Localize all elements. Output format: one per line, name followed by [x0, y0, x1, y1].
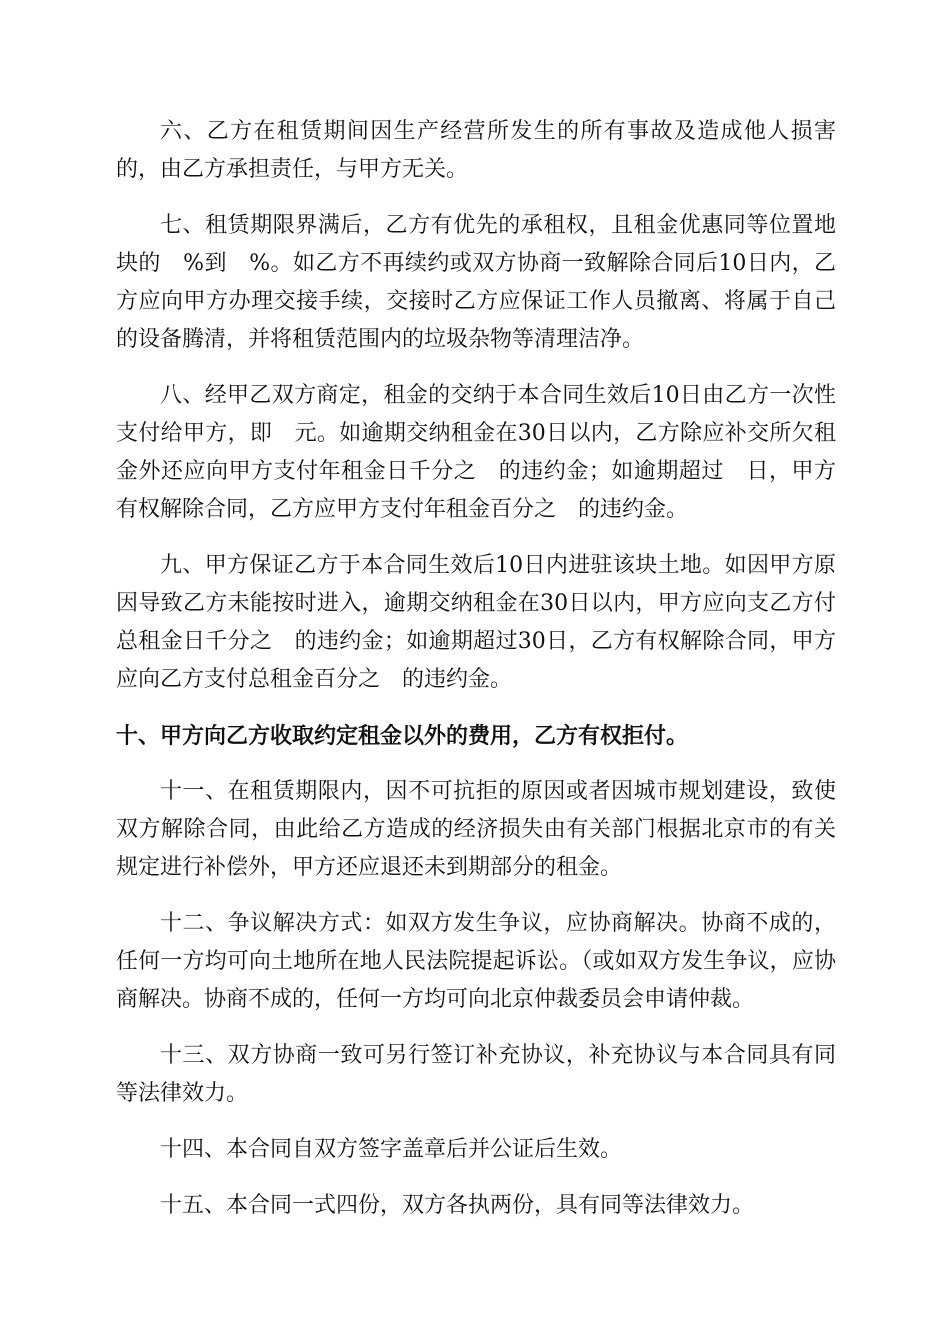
clause-6: 六、乙方在租赁期间因生产经营所发生的所有事故及造成他人损害的，由乙方承担责任，与甲方无关。 — [116, 119, 836, 182]
clause-11: 十一、在租赁期限内，因不可抗拒的原因或者因城市规划建设，致使双方解除合同，由此给乙方造成的经济损失由有关部门根据北京市的有关规定进行补偿外，甲方还应退还未到期部分的租金。 — [116, 779, 836, 880]
clause-8: 八、经甲乙双方商定，租金的交纳于本合同生效后10日由乙方一次性支付给甲方，即 元。如逾期交纳租金在30日以内，乙方除应补交所欠租金外还应向甲方支付年租金日千分之 的违约金；如逾期超过 日，甲方有权解除合同，乙方应甲方支付年租金百分之 的违约金。 — [116, 383, 836, 522]
clause-15: 十五、本合同一式四份，双方各执两份，具有同等法律效力。 — [160, 1193, 755, 1218]
clause-9: 九、甲方保证乙方于本合同生效后10日内进驻该块土地。如因甲方原因导致乙方未能按时进入，逾期交纳租金在30日以内，甲方应向支乙方付总租金日千分之 的违约金；如逾期超过30日，乙方有权解除合同，甲方应向乙方支付总租金百分之 的违约金。 — [116, 553, 836, 692]
clause-13: 十三、双方协商一致可另行签订补充协议，补充协议与本合同具有同等法律效力。 — [116, 1043, 836, 1106]
clause-10: 十、甲方向乙方收取约定租金以外的费用，乙方有权拒付。 — [116, 723, 689, 749]
document-body — [116, 113, 836, 1243]
clause-12: 十二、争议解决方式：如双方发生争议，应协商解决。协商不成的，任何一方均可向土地所在地人民法院提起诉讼。（或如双方发生争议，应协商解决。协商不成的，任何一方均可向北京仲裁委员会申请仲裁。 — [116, 911, 836, 1012]
clause-14: 十四、本合同自双方签字盖章后并公证后生效。 — [160, 1137, 623, 1162]
clause-7: 七、租赁期限界满后，乙方有优先的承租权，且租金优惠同等位置地块的 %到 %。如乙方不再续约或双方协商一致解除合同后10日内，乙方应向甲方办理交接手续，交接时乙方应保证工作人员撤离、将属于自己的设备腾清，并将租赁范围内的垃圾杂物等清理洁净。 — [116, 213, 836, 352]
